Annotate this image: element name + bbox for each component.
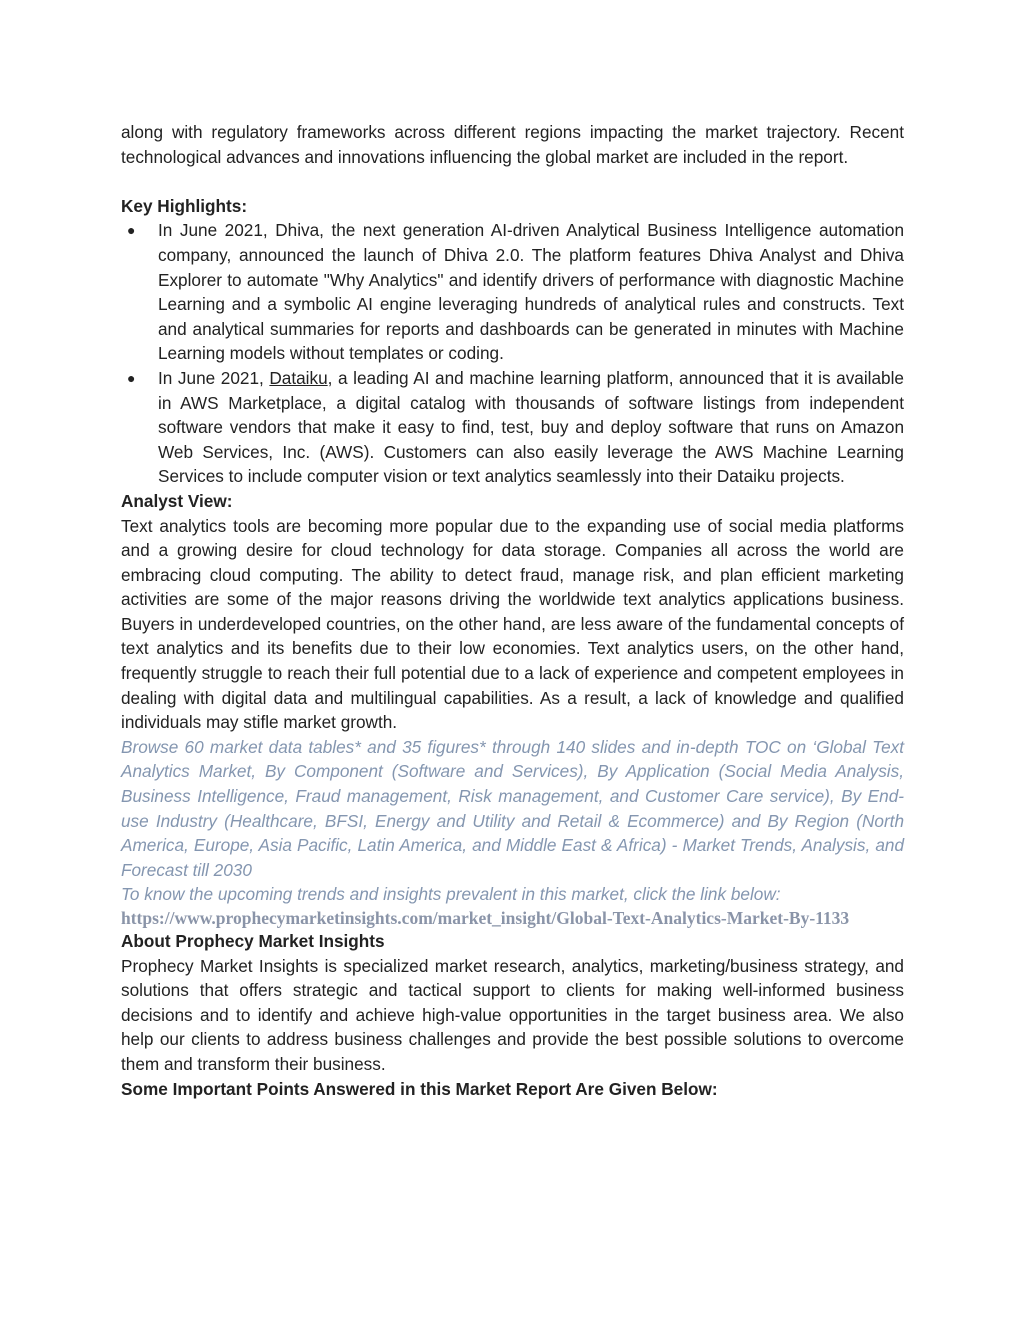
analyst-view-heading: Analyst View: <box>121 490 233 511</box>
dataiku-link[interactable]: Dataiku <box>269 367 328 388</box>
key-highlights-heading: Key Highlights: <box>121 195 248 216</box>
report-url-link[interactable]: https://www.prophecymarketinsights.com/market_insight/Global-Text-Analytics-Market-By-1133 <box>121 908 850 928</box>
about-heading: About Prophecy Market Insights <box>121 931 385 951</box>
about-paragraph: Prophecy Market Insights is specialized market research, analytics, marketing/business strategy, and solutions that offers strategic and tactical support to clients for making well-informed business decisions and to identify and achieve high-value opportunities in the target business area. We also help our clients to address business challenges and provide the best possible solutions to overcome them and transform their business. <box>121 955 904 1074</box>
intro-paragraph: along with regulatory frameworks across different regions impacting the market trajectory. Recent technological advances and innovations influencing the global market are included in the report. <box>121 122 904 167</box>
list-item <box>121 366 904 489</box>
bullet-icon: ● <box>127 369 136 386</box>
highlight-suffix: , a leading AI and machine learning platform, announced that it is available in AWS Marketplace, a digital catalog with thousands of software listings from independent software vendors that make it easy to find, test, buy and deploy software that runs on Amazon Web Services, Inc. (AWS). Customers can also easily leverage the AWS Machine Learning Services to include computer vision or text analytics seamlessly into their Dataiku projects. <box>158 367 904 487</box>
bullet-icon: ● <box>127 222 136 239</box>
highlight-prefix: In June 2021, <box>158 367 270 388</box>
list-item <box>121 218 904 366</box>
browse-paragraph: Browse 60 market data tables* and 35 figures* through 140 slides and in-depth TOC on ‘Global Text Analytics Market, By Component (Software and Services), By Application (Social Media Analysis, Business Intelligence, Fraud management, Risk management, and Customer Care service), By End-use Industry (Healthcare, BFSI, Energy and Utility and Retail & Ecommerce) and By Region (North America, Europe, Asia Pacific, Latin America, and Middle East & Africa) - Market Trends, Analysis, and Forecast till 2030 <box>121 736 904 880</box>
key-highlights-list <box>121 218 904 489</box>
document-body <box>121 120 904 1101</box>
highlight-text: In June 2021, Dhiva, the next generation AI-driven Analytical Business Intelligence automation company, announced the launch of Dhiva 2.0. The platform features Dhiva Analyst and Dhiva Explorer to automate "Why Analytics" and identify drivers of performance with diagnostic Machine Learning and a symbolic AI engine leveraging hundreds of analytical rules and constructs. Text and analytical summaries for reports and dashboards can be generated in minutes with Machine Learning models without templates or coding. <box>158 220 904 364</box>
important-points-heading: Some Important Points Answered in this Market Report Are Given Below: <box>121 1078 718 1099</box>
analyst-view-paragraph: Text analytics tools are becoming more popular due to the expanding use of social media platforms and a growing desire for cloud technology for data storage. Companies all across the world are embracing cloud computing. The ability to detect fraud, manage risk, and plan efficient marketing activities are some of the major reasons driving the worldwide text analytics applications business. Buyers in underdeveloped countries, on the other hand, are less aware of the fundamental concepts of text analytics and its benefits due to their low economies. Text analytics users, on the other hand, frequently struggle to reach their full potential due to a lack of experience and competent employees in dealing with digital data and multilingual capabilities. As a result, a lack of knowledge and qualified individuals may stifle market growth. <box>121 515 904 733</box>
cta-text: To know the upcoming trends and insights prevalent in this market, click the link below: <box>121 884 781 905</box>
